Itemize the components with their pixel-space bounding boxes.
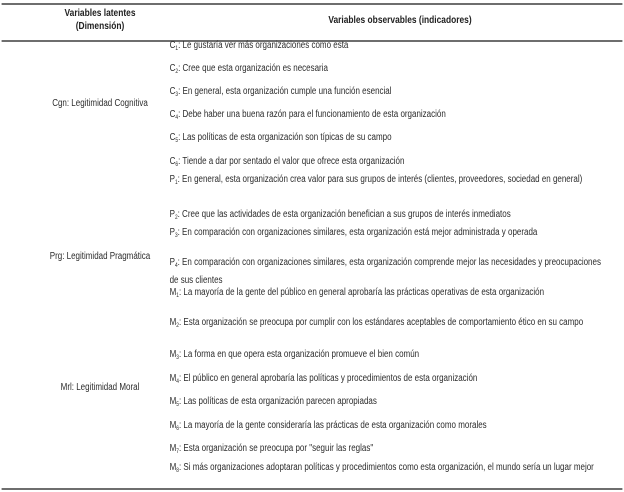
indicator-code: M [169,373,177,384]
indicator-subscript: 5 [175,138,179,144]
indicator-text: : Tiende a dar por sentado el valor que ofrece esta organización [178,156,405,167]
indicator-item [170,442,606,460]
latent-pragmatic: Prg: Legitimidad Pragmática [49,251,151,262]
latent-moral: Mrl: Legitimidad Moral [60,382,140,393]
indicator-subscript: 1 [174,180,178,186]
indicator-subscript: 1 [175,46,179,52]
indicator-item [170,108,606,126]
indicator-code: C [169,63,176,74]
indicator-item [170,348,606,366]
header-latent-line2: (Dimensión) [75,20,125,32]
indicator-text: : En general, esta organización crea valor para sus grupos de interés (clientes, proveedores, sociedad en general) [177,174,583,185]
indicator-code: M [169,349,177,360]
indicator-code: C [169,40,176,51]
indicator-subscript: 3 [174,233,178,239]
indicator-subscript: 4 [176,379,179,385]
indicator-text: : Debe haber una buena razón para el funcionamiento de esta organización [178,109,446,120]
indicator-code: M [169,287,177,298]
indicator-code: C [169,156,176,167]
indicator-text: : Esta organización se preocupa por cumplir con los estándares aceptables de comportamiento ético en su campo [178,317,584,328]
header-latent-line1: Variables latentes [64,7,136,19]
indicator-text: : La mayoría de la gente del público en general aprobaría las prácticas operativas de esta organización [178,287,545,298]
indicator-code: M [169,443,177,454]
indicator-code: C [169,86,176,97]
table-bottom-rule [2,488,623,490]
indicator-code: P [169,174,175,185]
indicator-item [170,256,606,288]
indicator-item [170,419,606,437]
indicator-code: C [169,132,176,143]
indicator-subscript: 2 [176,323,179,329]
indicator-text: : Esta organización se preocupa por "seguir las reglas" [178,443,374,454]
indicator-text: : En general, esta organización cumple una función esencial [178,86,392,97]
indicator-text: : La mayoría de la gente consideraría las prácticas de esta organización como morales [178,420,487,431]
indicator-subscript: 3 [176,355,179,361]
indicator-code: M [169,420,177,431]
indicator-text: : Las políticas de esta organización son típicas de su campo [178,132,392,143]
indicator-item [170,461,606,479]
table-top-rule [2,3,623,5]
indicator-item [170,155,606,173]
indicator-subscript: 1 [176,293,179,299]
indicator-subscript: 8 [176,468,179,474]
indicator-item [170,62,606,80]
indicator-text: : En comparación con organizaciones similares, esta organización comprende mejor las necesidades y preocupaciones de sus clientes [169,257,601,286]
indicator-code: M [169,396,177,407]
indicator-subscript: 5 [176,402,179,408]
header-observable-variables: Variables observables (indicadores) [328,14,472,26]
indicator-code: P [169,257,175,268]
indicator-subscript: 2 [175,69,179,75]
indicator-subscript: 3 [175,92,179,98]
indicator-code: C [169,109,176,120]
indicator-text: : Cree que esta organización es necesaria [178,63,328,74]
header-latent-variables [0,7,200,33]
indicator-text: : Si más organizaciones adoptaran políticas y procedimientos como esta organización, el mundo sería un lugar mejor [178,462,594,473]
latent-cognitive: Cgn: Legitimidad Cognitiva [52,98,148,109]
indicator-subscript: 7 [176,449,179,455]
indicator-subscript: 2 [174,215,178,221]
indicator-code: P [169,209,175,220]
indicator-item [170,395,606,413]
indicator-subscript: 4 [174,263,178,269]
indicator-subscript: 6 [175,162,179,168]
indicator-subscript: 6 [176,426,179,432]
indicator-item [170,286,606,304]
indicator-item [170,85,606,103]
indicator-text: : Las políticas de esta organización parecen apropiadas [178,396,377,407]
indicator-item [170,316,606,334]
indicator-item [170,39,606,57]
indicator-item [170,372,606,390]
indicator-text: : La forma en que opera esta organización promueve el bien común [178,349,420,360]
indicator-code: M [169,462,177,473]
indicator-item [170,208,606,226]
indicator-subscript: 4 [175,115,179,121]
indicator-text: : Le gustaría ver más organizaciones como esta [178,40,349,51]
indicator-text: : El público en general aprobaría las políticas y procedimientos de esta organización [178,373,478,384]
indicator-item [170,131,606,149]
indicator-item [170,226,606,244]
indicator-code: P [169,227,175,238]
indicator-item [170,173,606,191]
indicator-text: : En comparación con organizaciones similares, esta organización está mejor administrada y operada [177,227,538,238]
indicator-code: M [169,317,177,328]
indicator-text: : Cree que las actividades de esta organización benefician a sus grupos de interés inmediatos [177,209,511,220]
